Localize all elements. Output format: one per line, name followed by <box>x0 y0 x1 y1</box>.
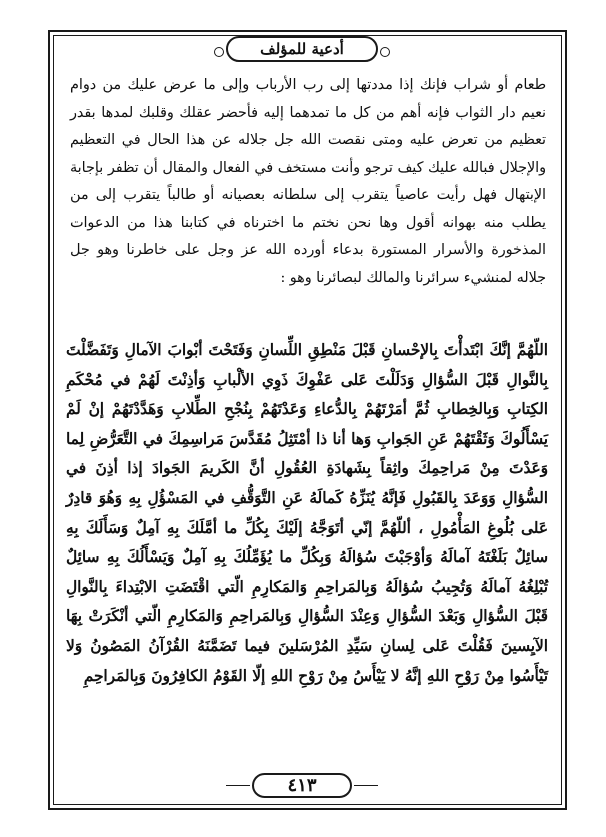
header-title: أدعية للمؤلف <box>260 40 344 58</box>
running-header <box>226 36 378 62</box>
prayer-text: اللّهُمَّ إنَّكَ ابْتَدأْتَ بِالإحْسانِ قَبْلَ مَنْطِقِ اللِّسانِ وَفَتَحْتَ أبْوابَ الآمالِ وَتَفَضَّلْتَ بِالنَّوالِ قَبْلَ السُّؤالِ وَدَلَلْتَ عَلى عَفْوِكَ ذَوِي الألْبابِ وَأذِنْتَ لَهُمْ في مُحْكَمِ الكِتابِ وَبِالخِطابِ ثُمَّ أمَرْتَهُمْ بِالدُّعاءِ وَعَدْتَهُمْ بِنُجْحِ الطِّلابِ وَهَدَّدْتَهُمْ إنْ لَمْ يَسْأَلُوكَ وَثَقْتَهُمْ عَنِ الجَوابِ وَها أنا ذا أمْتَثِلُ مُقَدَّسَ مَراسِمِكَ في التَّعَرُّضِ لِما وَعَدْتَ مِنْ مَراحِمِكَ واثِقاً بِشَهادَةِ العُقُولِ أنَّ الكَريمَ الجَوادَ إذا أذِنَ في السُّؤالِ وَوَعَدَ بِالقَبُولِ فَإنَّهُ يُنَزِّهُ كَمالَهُ عَنِ التَّوَقُّفِ في المَسْؤُلِ بِهِ وَهُوَ قادِرٌ عَلى بُلُوغِ المَأْمُولِ ، أللّهُمَّ إنّي أتَوَجَّهُ إلَيْكَ بِكُلِّ ما أمَّلَكَ بِهِ آمِلٌ وَسَأَلَكَ بِهِ سائِلٌ بَلَغْتَهُ آمالَهُ وَأوْجَبْتَ سُؤالَهُ وَبِكُلِّ ما يُؤَمِّلُكَ بِهِ آمِلٌ وَيَسْأَلُكَ بِهِ سائِلٌ تُبْلِغُهُ آمالَهُ وَتُجِيبُ سُؤالَهُ وَبِالمَراحِمِ وَالمَكارِمِ الّتي اقْتَضَتِ الابْتِداءَ بِالنَّوالِ قَبْلَ السُّؤالِ وَبَعْدَ السُّؤالِ وَعِنْدَ السُّؤالِ وَبِالمَراحِمِ وَالمَكارِمِ الّتي أنْكَرَتْ بِهَا الآيِسينَ فَقُلْتَ عَلى لِسانِ سَيِّدِ المُرْسَلينَ فيما تَضَمَّنَهُ القُرْآنُ المَصُونُ وَلا تَيْأَسُوا مِنْ رَوْحِ اللهِ إنَّهُ لا يَيْأَسُ مِنْ رَوْحِ اللهِ إلّا القَوْمُ الكافِرُونَ وَبِالمَراحِمِ <box>66 341 548 685</box>
page-number: ٤١٣ <box>287 775 317 796</box>
page-number-box <box>252 773 352 798</box>
prayer-text-block <box>66 336 548 691</box>
prose-paragraph <box>70 72 546 292</box>
prose-text: طعام أو شراب فإنك إذا مددتها إلى رب الأرباب وإلى ما عرض عليك من دوام نعيم دار الثواب فإنه أهم من كل ما تمدهما إليه فأحضر عقلك وقلبك لمدها بقدر تعظيم من تعرض عليه ومتى نقصت الله جل جلاله عن هذا الحال في التعظيم والإجلال فبالله عليك كيف ترجو وأنت مستخف في الفعال والمقال أن تظفر بإجابة الإبتهال فهل رأيت عاصياً يتقرب إلى سلطانه بعصيانه أو طالباً يتقرب إلى من يطلب منه بهوانه أقول وها نحن نختم ما اخترناه في كتابنا هذا من الدعوات المذخورة والأسرار المستورة بدعاء أورده الله عز وجل على خاطرنا وهو جل جلاله لمنشيء سرائرنا والمالك لبصائرنا وهو : <box>70 77 546 286</box>
